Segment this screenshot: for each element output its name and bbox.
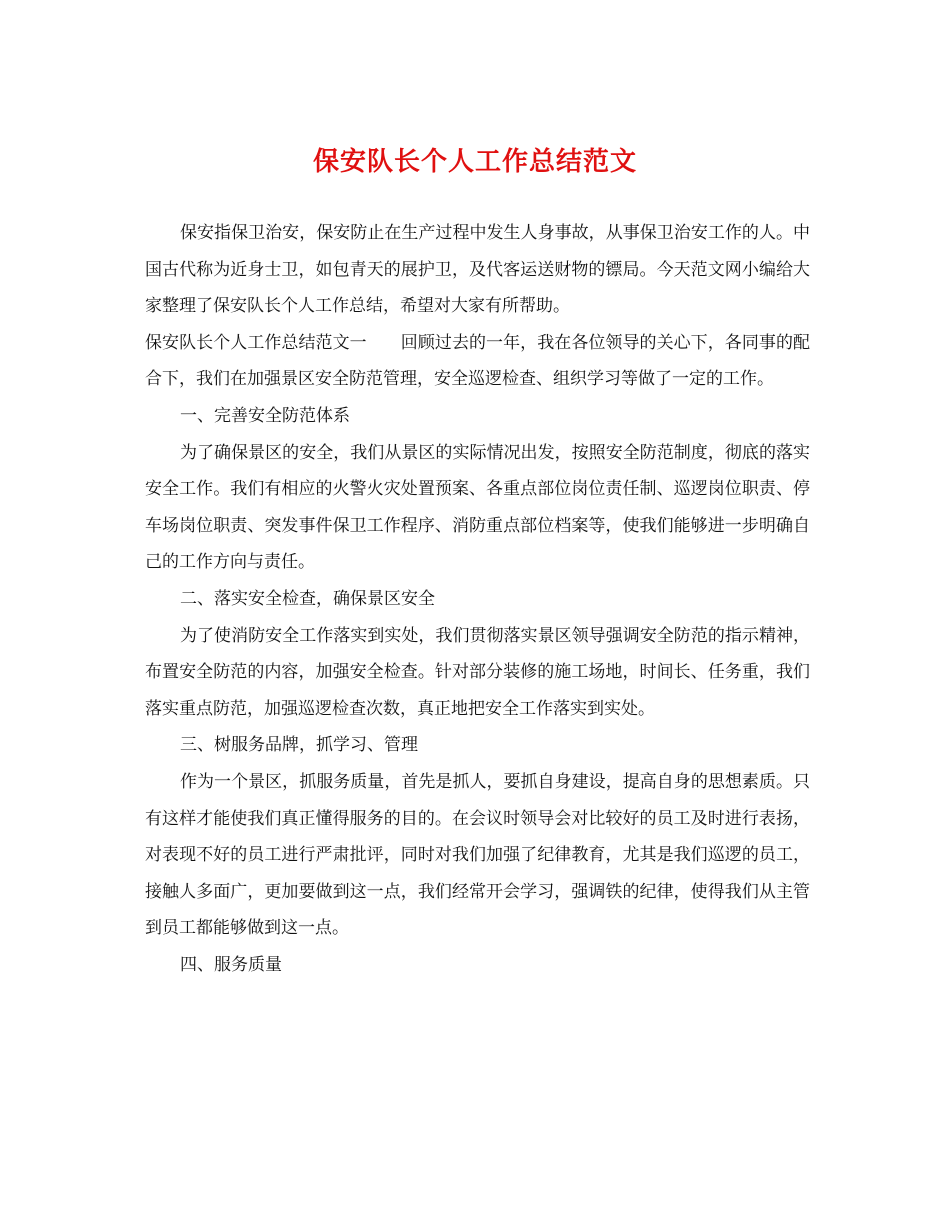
- paragraph-section-3: 作为一个景区，抓服务质量，首先是抓人，要抓自身建设，提高自身的思想素质。只有这样才能使我们真正懂得服务的目的。在会议时领导会对比较好的员工及时进行表扬，对表现不好的员工进行严肃批评，同时对我们加强了纪律教育，尤其是我们巡逻的员工，接触人多面广，更加要做到这一点，我们经常开会学习，强调铁的纪律，使得我们从主管到员工都能够做到这一点。: [145, 771, 810, 939]
- section-heading-2: 二、落实安全检查，确保景区安全: [180, 588, 435, 609]
- section-heading-3: 三、树服务品牌，抓学习、管理: [180, 735, 418, 756]
- paragraph-review: 保安队长个人工作总结范文一 回顾过去的一年，我在各位领导的关心下，各同事的配合下，我们在加强景区安全防范管理，安全巡逻检查、组织学习等做了一定的工作。: [145, 332, 810, 390]
- paragraph-section-1: 为了确保景区的安全，我们从景区的实际情况出发，按照安全防范制度，彻底的落实安全工作。我们有相应的火警火灾处置预案、各重点部位岗位责任制、巡逻岗位职责、停车场岗位职责、突发事件保卫工作程序、消防重点部位档案等，使我们能够进一步明确自己的工作方向与责任。: [145, 442, 810, 573]
- document-title: 保安队长个人工作总结范文: [312, 147, 637, 177]
- document-body: [145, 215, 810, 983]
- paragraph-section-2: 为了使消防安全工作落实到实处，我们贯彻落实景区领导强调安全防范的指示精神，布置安全防范的内容，加强安全检查。针对部分装修的施工场地，时间长、任务重，我们落实重点防范，加强巡逻检查次数，真正地把安全工作落实到实处。: [145, 625, 810, 719]
- paragraph-intro: 保安指保卫治安，保安防止在生产过程中发生人身事故，从事保卫治安工作的人。中国古代称为近身士卫，如包青天的展护卫，及代客运送财物的镖局。今天范文网小编给大家整理了保安队长个人工作总结，希望对大家有所帮助。: [145, 223, 810, 317]
- section-heading-1: 一、完善安全防范体系: [180, 405, 350, 426]
- section-heading-4: 四、服务质量: [180, 954, 282, 975]
